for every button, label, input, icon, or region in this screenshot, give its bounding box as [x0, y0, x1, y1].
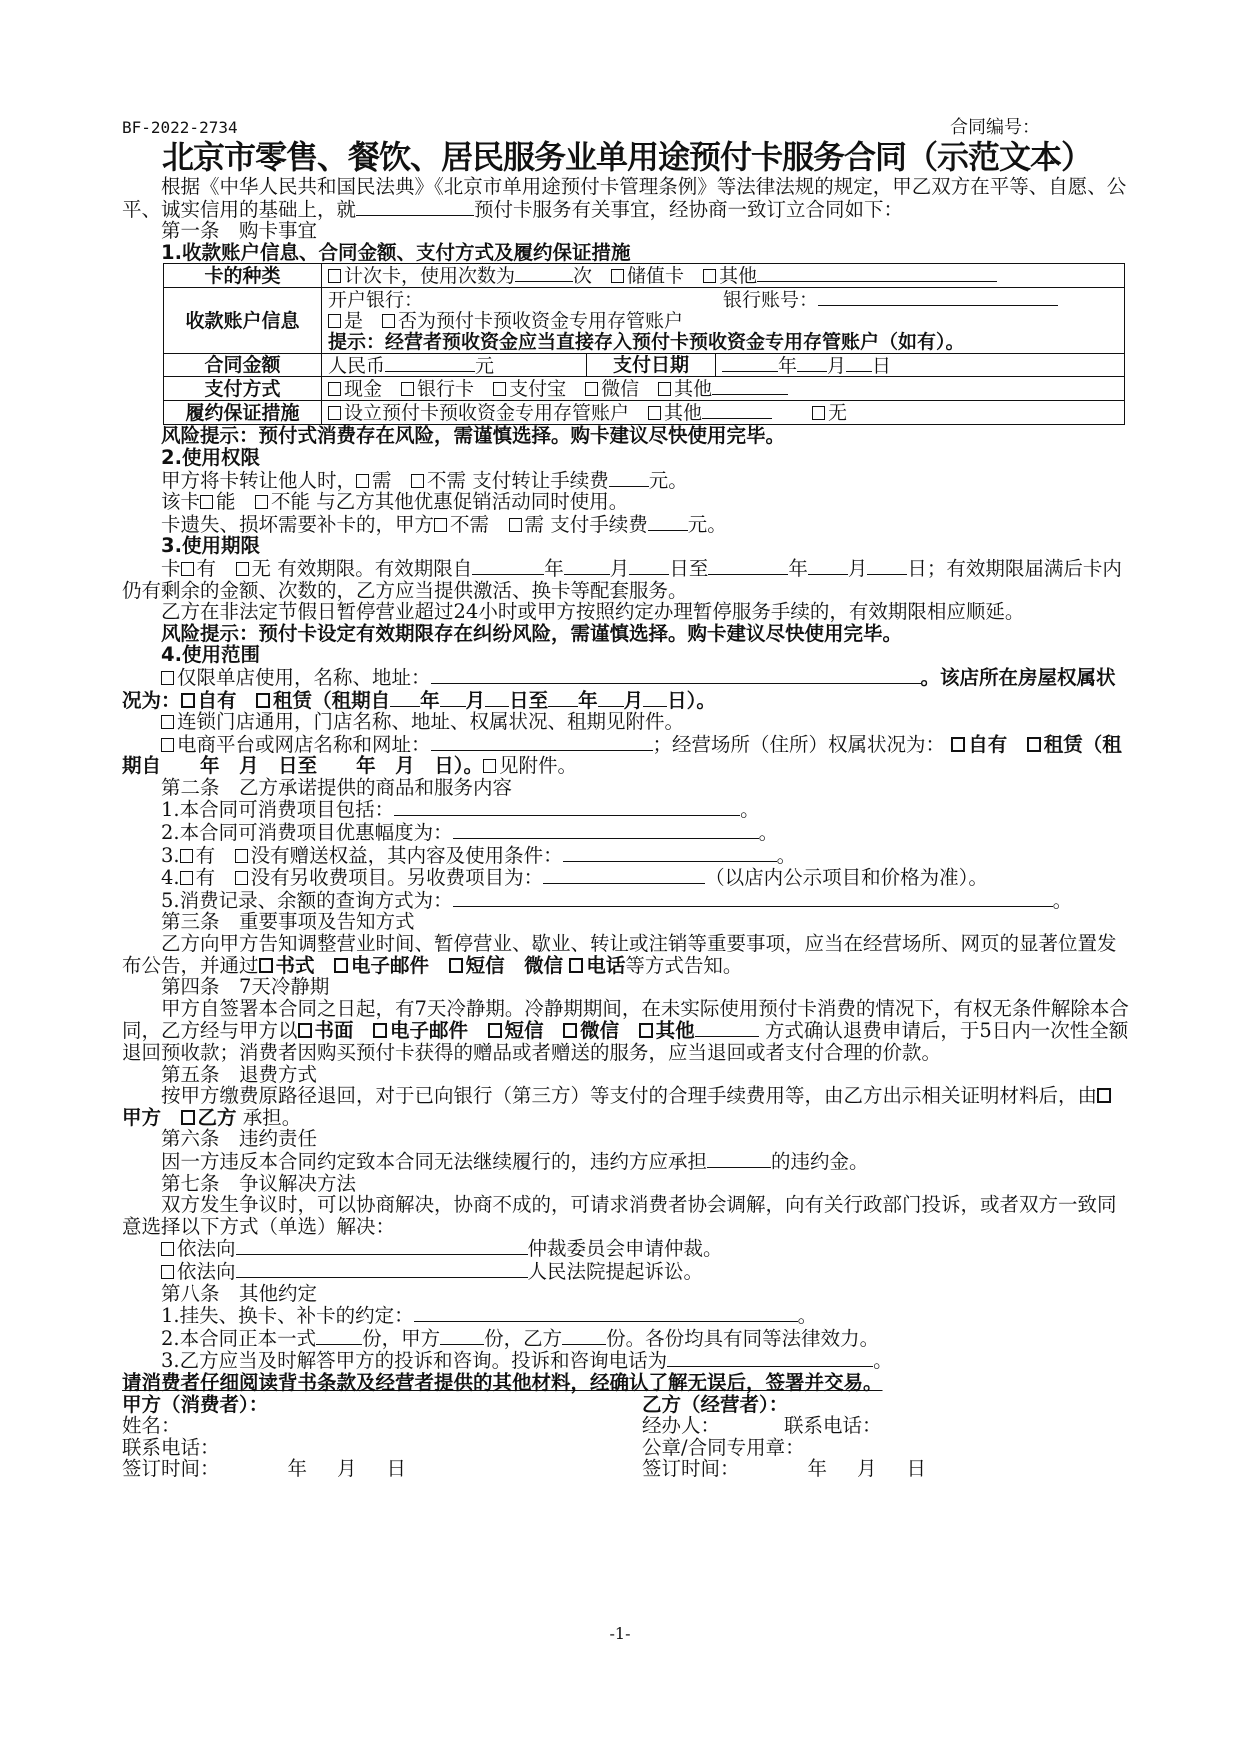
checkbox[interactable] [235, 849, 248, 863]
document-number: BF-2022-2734 [122, 118, 238, 137]
card-type-label: 卡的种类 [164, 264, 322, 288]
article-3-heading: 第三条 重要事项及告知方式 [161, 910, 415, 934]
checkbox[interactable] [161, 715, 174, 729]
single-store-clause: 仅限单店使用，名称、地址： 。该店所在房屋权属状况为： 自有 租赁（租期自 年 月 日至 年 月 日）。 [122, 665, 1116, 712]
checkbox[interactable] [569, 958, 583, 973]
checkbox[interactable] [449, 958, 463, 973]
guarantee-label: 履约保证措施 [164, 401, 322, 425]
page-number: -1- [609, 1624, 631, 1643]
pay-method-label: 支付方式 [164, 377, 322, 401]
risk-tip-1: 风险提示：预付式消费存在风险，需谨慎选择。购卡建议尽快使用完毕。 [161, 424, 786, 448]
article-8-item-1: 1.挂失、换卡、补卡的约定： 。 [161, 1304, 818, 1328]
amount-label: 合同金额 [164, 354, 322, 377]
checkbox[interactable] [255, 495, 268, 509]
intro-paragraph: 根据《中华人民共和国民法典》《北京市单用途预付卡管理条例》等法律法规的规定，甲乙双方在平等、自愿、公平、诚实信用的基础上，就 预付卡服务有关事宜，经协商一致订立合同如下： [122, 175, 1127, 221]
contract-document [122, 118, 1132, 1480]
checkbox[interactable] [382, 314, 395, 328]
article-2-item-4: 4. 有 没有另收费项目。另收费项目为： （以店内公示项目和价格为准）。 [161, 866, 988, 890]
article-6-heading: 第六条 违约责任 [161, 1127, 318, 1151]
party-b-title: 乙方（经营者）： [642, 1392, 789, 1416]
checkbox[interactable] [328, 406, 341, 420]
checkbox[interactable] [488, 1023, 502, 1038]
consumer-notice: 请消费者仔细阅读背书条款及经营者提供的其他材料，经确认了解无误后，签署并交易。 [122, 1370, 883, 1394]
checkbox[interactable] [161, 671, 174, 685]
checkbox[interactable] [181, 693, 195, 708]
checkbox[interactable] [259, 958, 273, 973]
party-b-agent: 经办人： 联系电话： [642, 1414, 882, 1438]
party-a-name: 姓名： [122, 1414, 181, 1438]
article-8-heading: 第八条 其他约定 [161, 1281, 318, 1305]
party-a-phone: 联系电话： [122, 1435, 220, 1459]
amount-row: 合同金额 人民币 元 支付日期 年 月 日 [164, 354, 1125, 377]
article-7-body: 双方发生争议时，可以协商解决，协商不成的，可请求消费者协会调解，向有关行政部门投诉，或者双方一致同意选择以下方式（单选）解决： [122, 1193, 1117, 1238]
promo-clause: 该卡 能 不能 与乙方其他优惠促销活动同时使用。 [161, 490, 629, 514]
checkbox[interactable] [161, 1265, 174, 1279]
checkbox[interactable] [648, 406, 661, 420]
section-4-heading: 4.使用范围 [161, 643, 260, 667]
checkbox[interactable] [328, 382, 341, 396]
article-4-heading: 第四条 7天冷静期 [161, 975, 330, 999]
party-a-title: 甲方（消费者）： [122, 1392, 269, 1416]
checkbox[interactable] [434, 518, 447, 532]
section-3-heading: 3.使用期限 [161, 534, 260, 558]
article-2-item-1: 1.本合同可消费项目包括： 。 [161, 798, 760, 822]
checkbox[interactable] [509, 518, 522, 532]
pay-date-label: 支付日期 [587, 354, 716, 376]
checkbox[interactable] [658, 382, 671, 396]
party-a-signature [122, 1394, 642, 1480]
replace-card-clause: 卡遗失、损坏需要补卡的，甲方 不需 需 支付手续费 元。 [161, 512, 727, 536]
online-store-clause: 电商平台或网店名称和网址： ；经营场所（住所）权属状况为： 自有 租赁（租期自 年 月 日至 年 月 日）。 见附件。 [122, 732, 1122, 778]
checkbox[interactable] [181, 562, 194, 576]
pay-method-row: 支付方式 现金 银行卡 支付宝 微信 其他 [164, 377, 1125, 401]
checkbox[interactable] [180, 871, 193, 885]
article-8-item-2: 2.本合同正本一式 份，甲方 份，乙方 份。各份均具有同等法律效力。 [161, 1326, 880, 1350]
checkbox[interactable] [328, 314, 341, 328]
checkbox[interactable] [200, 495, 213, 509]
guarantee-row: 履约保证措施 设立预付卡预收资金专用存管账户 其他 无 [164, 401, 1125, 425]
arbitration-option: 依法向 仲裁委员会申请仲裁。 [122, 1237, 1132, 1260]
chain-store-clause: 连锁门店通用，门店名称、地址、权属状况、租期见附件。 [122, 711, 1132, 733]
checkbox[interactable] [611, 269, 624, 283]
litigation-option: 依法向 人民法院提起诉讼。 [122, 1260, 1132, 1283]
document-title: 北京市零售、餐饮、居民服务业单用途预付卡服务合同（示范文本） [161, 138, 1092, 176]
risk-tip-2: 风险提示：预付卡设定有效期限存在纠纷风险，需谨慎选择。购卡建议尽快使用完毕。 [161, 621, 903, 645]
checkbox[interactable] [235, 871, 248, 885]
checkbox[interactable] [411, 474, 424, 488]
section-2-heading: 2.使用权限 [161, 445, 260, 469]
article-2-item-3: 3. 有 没有赠送权益，其内容及使用条件： 。 [161, 843, 797, 867]
party-b-sign-time: 签订时间： 年 月 日 [642, 1457, 927, 1481]
suspension-clause: 乙方在非法定节假日暂停营业超过24小时或甲方按照约定办理暂停服务手续的，有效期限相应顺延。 [161, 600, 1025, 624]
article-2-heading: 第二条 乙方承诺提供的商品和服务内容 [161, 775, 513, 799]
checkbox[interactable] [180, 849, 193, 863]
checkbox[interactable] [356, 474, 369, 488]
payment-info-table [163, 263, 1125, 425]
checkbox[interactable] [493, 382, 506, 396]
checkbox[interactable] [1027, 737, 1041, 752]
checkbox[interactable] [236, 562, 249, 576]
account-info-label: 收款账户信息 [164, 288, 322, 354]
checkbox[interactable] [161, 1242, 174, 1256]
checkbox[interactable] [951, 737, 965, 752]
checkbox[interactable] [401, 382, 414, 396]
article-8-item-3: 3.乙方应当及时解答甲方的投诉和咨询。投诉和咨询电话为 。 [161, 1349, 893, 1373]
checkbox[interactable] [812, 406, 825, 420]
party-b-seal: 公章/合同专用章： [642, 1435, 805, 1459]
contract-number-label: 合同编号： [950, 117, 1040, 138]
article-1-heading: 第一条 购卡事宜 [161, 219, 318, 243]
article-5-heading: 第五条 退费方式 [161, 1062, 318, 1086]
card-type-row: 卡的种类 计次卡，使用次数为 次 储值卡 其他 [164, 264, 1125, 288]
party-a-sign-time: 签订时间： 年 月 日 [122, 1457, 407, 1481]
checkbox[interactable] [1097, 1088, 1111, 1103]
checkbox[interactable] [373, 1023, 387, 1038]
validity-clause: 卡 有 无 有效期限。有效期限自 年 月 日至 年 月 日；有效期限届满后卡内仍有剩余的金额、次数的，乙方应当提供激活、换卡等配套服务。 [122, 556, 1122, 602]
checkbox[interactable] [298, 1023, 312, 1038]
article-2-item-2: 2.本合同可消费项目优惠幅度为： 。 [161, 821, 779, 845]
checkbox[interactable] [334, 958, 348, 973]
article-1-subheading: 1.收款账户信息、合同金额、支付方式及履约保证措施 [161, 240, 631, 264]
account-tip: 提示：经营者预收资金应当直接存入预付卡预收资金专用存管账户（如有）。 [328, 331, 965, 354]
article-2-item-5: 5.消费记录、余额的查询方式为： 。 [161, 888, 1073, 912]
checkbox[interactable] [256, 693, 270, 708]
checkbox[interactable] [181, 1110, 195, 1125]
article-7-heading: 第七条 争议解决方法 [161, 1171, 357, 1195]
account-info-row: 收款账户信息 开户银行： 银行账号： 是 否为预付卡预收资金专用存管账户 提示：经营者预收资金应当直接存入预付卡预收资金专用存管账户（如有）。 [164, 288, 1125, 354]
checkbox[interactable] [585, 382, 598, 396]
checkbox[interactable] [328, 269, 341, 283]
article-5-body: 按甲方缴费原路径退回，对于已向银行（第三方）等支付的合理手续费用等，由乙方出示相关证明材料后，由甲方 乙方 承担。 [122, 1085, 1132, 1128]
article-4-body: 甲方自签署本合同之日起，有7天冷静期。冷静期期间，在未实际使用预付卡消费的情况下，有权无条件解除本合同，乙方经与甲方以 书面 电子邮件 短信 微信 其他 方式确认退费申请后，于5日内一次性全额退回预收款；消费者因购买预付卡获得的赠品或者赠送的服务，应当退回或者支付合理的价款。 [122, 996, 1129, 1064]
transfer-clause: 甲方将卡转让他人时， 需 不需 支付转让手续费 元。 [161, 468, 688, 492]
document-header [122, 118, 1132, 138]
checkbox[interactable] [563, 1023, 577, 1038]
checkbox[interactable] [483, 759, 496, 773]
checkbox[interactable] [161, 738, 174, 752]
article-3-body: 乙方向甲方告知调整营业时间、暂停营业、歇业、转让或注销等重要事项，应当在经营场所、网页的显著位置发布公告，并通过 书式 电子邮件 短信 微信 电话等方式告知。 [122, 932, 1117, 977]
article-6-body: 因一方违反本合同约定致本合同无法继续履行的，违约方应承担 的违约金。 [161, 1149, 869, 1173]
checkbox[interactable] [703, 269, 716, 283]
checkbox[interactable] [639, 1023, 653, 1038]
signature-block [122, 1394, 1132, 1480]
party-b-signature [642, 1394, 1132, 1480]
